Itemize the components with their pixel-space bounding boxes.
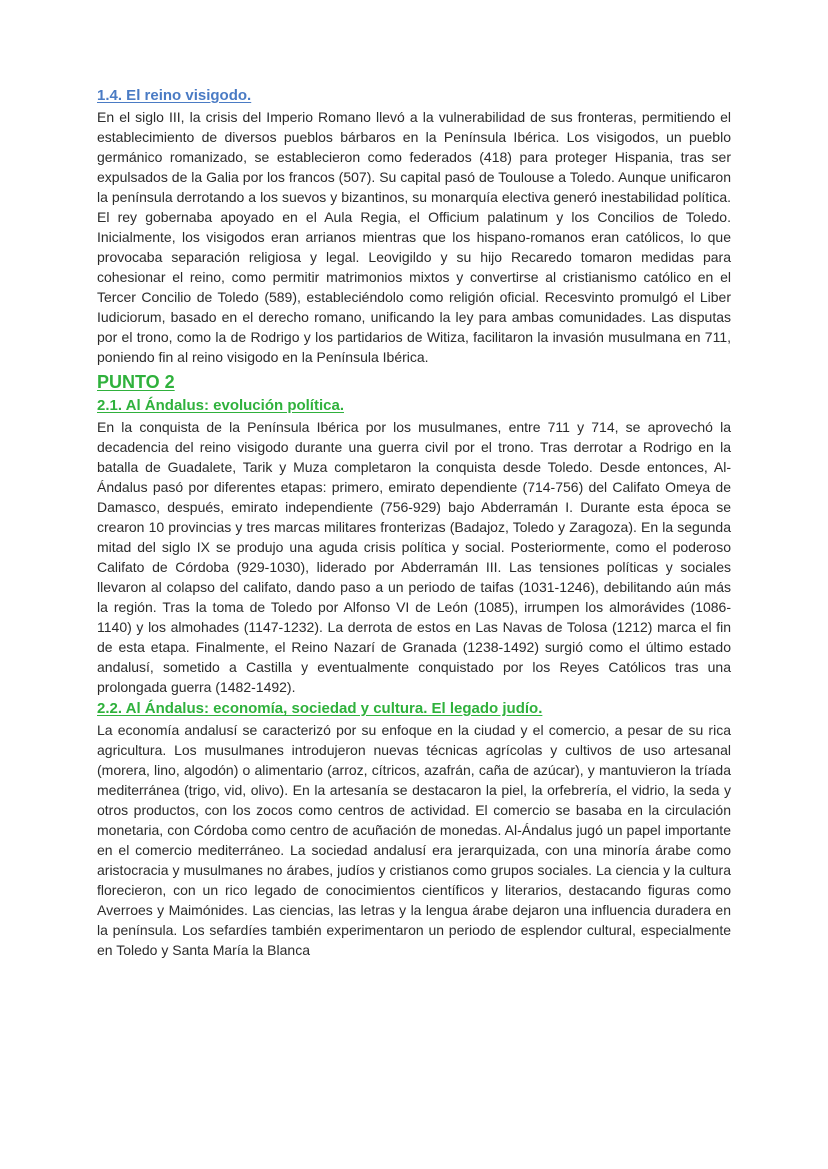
section-heading-2-1-al-andalus-politica: 2.1. Al Ándalus: evolución política.	[97, 397, 344, 414]
chapter-heading-punto-2: PUNTO 2	[97, 372, 175, 392]
paragraph-al-andalus-politica: En la conquista de la Península Ibérica por los musulmanes, entre 711 y 714, se aprovechó la decadencia del reino visigodo durante una guerra civil por el trono. Tras derrotar a Rodrigo en la batalla de Guadalete, Tarik y Muza completaron la conquista desde Toledo. Desde entonces, Al-Ándalus pasó por diferentes etapas: primero, emirato dependiente (714-756) del Califato Omeya de Damasco, después, emirato independiente (756-929) bajo Abderramán I. Durante esta época se crearon 10 provincias y tres marcas militares fronterizas (Badajoz, Toledo y Zaragoza). En la segunda mitad del siglo IX se produjo una aguda crisis política y social. Posteriormente, como el poderoso Califato de Córdoba (929-1030), liderado por Abderramán III. Las tensiones políticas y sociales llevaron al colapso del califato, dando paso a un periodo de taifas (1031-1246), debilitando aún más la región. Tras la toma de Toledo por Alfonso VI de León (1085), irrumpen los almorávides (1086-1140) y los almohades (1147-1232). La derrota de estos en Las Navas de Tolosa (1212) marca el fin de esta etapa. Finalmente, el Reino Nazarí de Granada (1238-1492) surgió como el último estado andalusí, sometido a Castilla y eventualmente conquistado por los Reyes Católicos tras una prolongada guerra (1482-1492).	[97, 419, 731, 695]
paragraph-al-andalus-economia: La economía andalusí se caracterizó por su enfoque en la ciudad y el comercio, a pesar de su rica agricultura. Los musulmanes introdujeron nuevas técnicas agrícolas y cultivos de uso artesanal (morera, lino, algodón) o alimentario (arroz, cítricos, azafrán, caña de azúcar), y mantuvieron la tríada mediterránea (trigo, vid, olivo). En la artesanía se destacaron la piel, la orfebrería, el vidrio, la seda y otros productos, con los zocos como centros de actividad. El comercio se basaba en la circulación monetaria, con Córdoba como centro de acuñación de monedas. Al-Ándalus jugó un papel importante en el comercio mediterráneo. La sociedad andalusí era jerarquizada, con una minoría árabe como aristocracia y musulmanes no árabes, judíos y cristianos como grupos sociales. La ciencia y la cultura florecieron, con un rico legado de conocimientos científicos y literarios, destacando figuras como Averroes y Maimónides. Las ciencias, las letras y la lengua árabe dejaron una influencia duradera en la península. Los sefardíes también experimentaron un periodo de esplendor cultural, especialmente en Toledo y Santa María la Blanca	[97, 722, 731, 958]
section-heading-2-2-al-andalus-economia: 2.2. Al Ándalus: economía, sociedad y cultura. El legado judío.	[97, 700, 543, 717]
paragraph-reino-visigodo: En el siglo III, la crisis del Imperio Romano llevó a la vulnerabilidad de sus fronteras, permitiendo el establecimiento de diversos pueblos bárbaros en la Península Ibérica. Los visigodos, un pueblo germánico romanizado, se establecieron como federados (418) para proteger Hispania, tras ser expulsados de la Galia por los francos (507). Su capital pasó de Toulouse a Toledo. Aunque unificaron la península derrotando a los suevos y bizantinos, su monarquía electiva generó inestabilidad política. El rey gobernaba apoyado en el Aula Regia, el Officium palatinum y los Concilios de Toledo. Inicialmente, los visigodos eran arrianos mientras que los hispano-romanos eran católicos, lo que provocaba separación religiosa y legal. Leovigildo y su hijo Recaredo tomaron medidas para cohesionar el reino, como permitir matrimonios mixtos y convertirse al cristianismo católico en el Tercer Concilio de Toledo (589), estableciéndolo como religión oficial. Recesvinto promulgó el Liber Iudiciorum, basado en el derecho romano, unificando la ley para ambas comunidades. Las disputas por el trono, como la de Rodrigo y los partidarios de Witiza, facilitaron la invasión musulmana en 711, poniendo fin al reino visigodo en la Península Ibérica.	[97, 109, 731, 365]
section-heading-1-4-reino-visigodo: 1.4. El reino visigodo.	[97, 87, 252, 104]
